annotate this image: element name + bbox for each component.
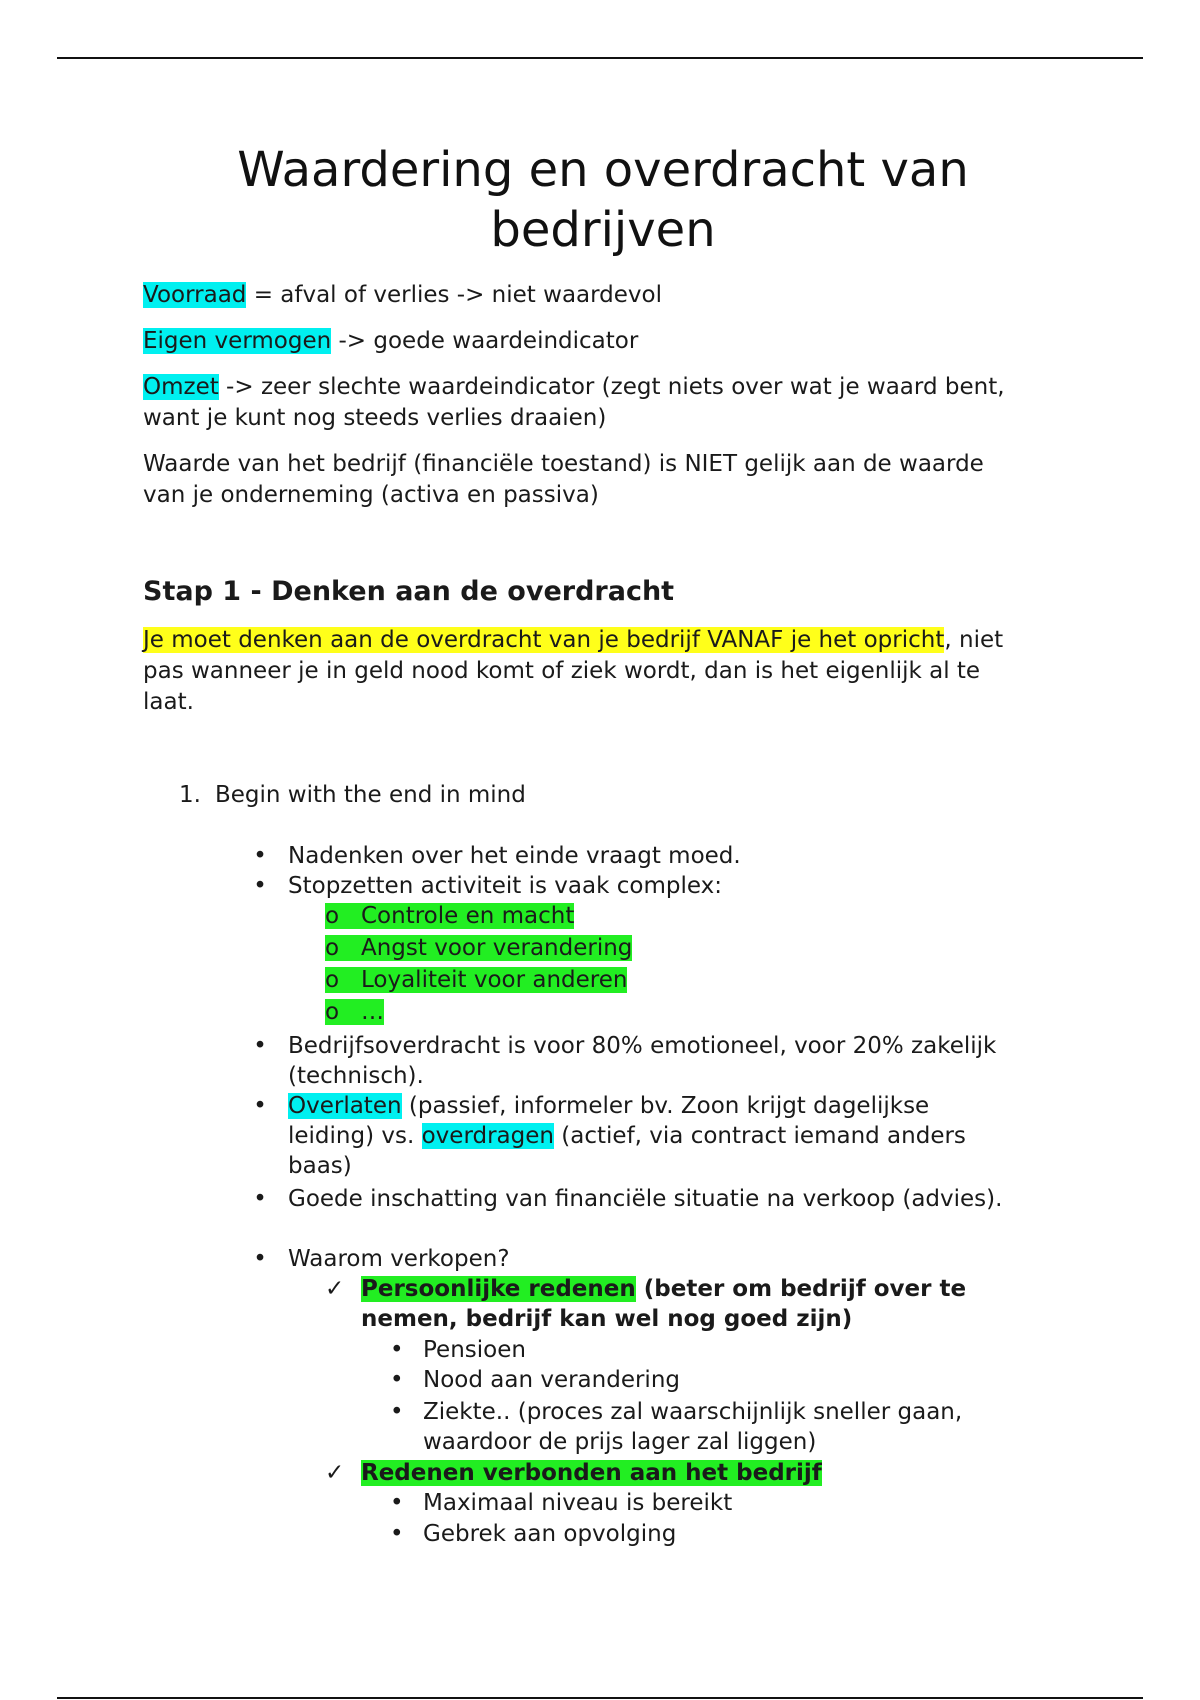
term-overlaten: Overlaten xyxy=(288,1093,402,1119)
complex-item: o Loyaliteit voor anderen xyxy=(325,967,628,993)
bullet-moed: • Nadenken over het einde vraagt moed. xyxy=(253,843,741,869)
bullet-emotioneel: • Bedrijfsoverdracht is voor 80% emotioneel, voor 20% zakelijk (technisch). xyxy=(253,1033,997,1089)
bullet-overlaten: • Overlaten (passief, informeler bv. Zoon krijgt dagelijkse leiding) vs. overdragen (actief, via contract iemand anders baas) xyxy=(253,1093,966,1179)
def-omzet: Omzet -> zeer slechte waardeindicator (zegt niets over wat je waard bent, want je kunt nog steeds verlies draaien) xyxy=(143,374,1005,431)
title-line-2: bedrijven xyxy=(490,202,716,258)
term-omzet: Omzet xyxy=(143,374,219,400)
complex-item: o Controle en macht xyxy=(325,903,575,929)
def-eigen-vermogen: Eigen vermogen -> goede waardeindicator xyxy=(143,328,639,354)
step1-paragraph: Je moet denken aan de overdracht van je bedrijf VANAF je het opricht, niet pas wanneer je in geld nood komt of ziek wordt, dan is het eigenlijk al te laat. xyxy=(143,627,1004,715)
bullet-complex: • Stopzetten activiteit is vaak complex: xyxy=(253,873,722,899)
term-redenen-bedrijf: Redenen verbonden aan het bedrijf xyxy=(361,1460,822,1486)
title-line-1: Waardering en overdracht van xyxy=(237,142,969,198)
bullet-financieel: • Goede inschatting van financiële situatie na verkoop (advies). xyxy=(253,1186,1003,1212)
page-title xyxy=(143,140,1063,260)
check-icon: ✓ xyxy=(325,1276,345,1302)
term-eigen-vermogen: Eigen vermogen xyxy=(143,328,332,354)
complex-item: o Angst voor verandering xyxy=(325,935,633,961)
value-paragraph: Waarde van het bedrijf (financiële toestand) is NIET gelijk aan de waarde van je onderneming (activa en passiva) xyxy=(143,451,984,508)
top-rule xyxy=(57,57,1143,59)
check-icon: ✓ xyxy=(325,1460,345,1486)
step1-highlight: Je moet denken aan de overdracht van je bedrijf VANAF je het opricht xyxy=(143,627,945,653)
step1-heading: Stap 1 - Denken aan de overdracht xyxy=(143,576,675,607)
bullet-waarom: • Waarom verkopen? xyxy=(253,1246,510,1272)
term-voorraad: Voorraad xyxy=(143,282,247,308)
complex-item: o … xyxy=(325,999,384,1025)
term-persoonlijke-redenen: Persoonlijke redenen xyxy=(361,1276,636,1302)
numbered-item-1: 1. Begin with the end in mind xyxy=(179,782,526,808)
def-voorraad: Voorraad = afval of verlies -> niet waardevol xyxy=(143,282,663,308)
bottom-rule xyxy=(57,1697,1143,1699)
term-overdragen: overdragen xyxy=(421,1123,554,1149)
